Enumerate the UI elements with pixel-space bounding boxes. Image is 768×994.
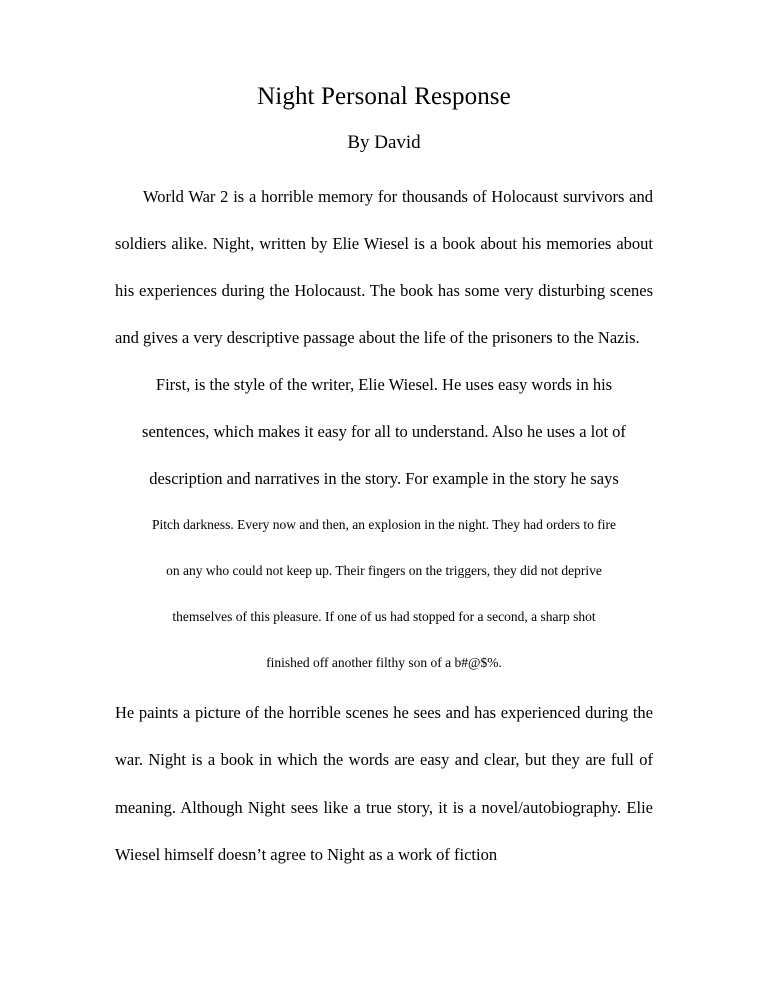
body-paragraph-2 (115, 361, 653, 502)
byline: By David (347, 132, 421, 153)
body-paragraph-3: He paints a picture of the horrible scenes he sees and has experienced during the war. Night is a book in which the words are easy and clear, but they are full of meaning. Although Night sees like a true story, it is a novel/autobiography. Elie Wiesel himself doesn’t agree to Night as a work of fiction (115, 703, 653, 864)
block-quote (115, 502, 653, 686)
paragraph-2-line-1: First, is the style of the writer, Elie Wiesel. He uses easy words in his (155, 374, 613, 394)
quote-line-4: finished off another filthy son of a b#@$%. (266, 654, 502, 670)
paragraph-2-line-2: sentences, which makes it easy for all to understand. Also he uses a lot of (142, 421, 626, 441)
quote-line-1: Pitch darkness. Every now and then, an explosion in the night. They had orders to fire (152, 516, 616, 532)
quote-line-3: themselves of this pleasure. If one of us had stopped for a second, a sharp shot (172, 608, 596, 624)
quote-line-2: on any who could not keep up. Their fingers on the triggers, they did not deprive (166, 562, 602, 578)
paragraph-2-line-3: description and narratives in the story. For example in the story he says (149, 468, 619, 488)
body-paragraph-1: World War 2 is a horrible memory for thousands of Holocaust survivors and soldiers alike. Night, written by Elie Wiesel is a book about his memories about his experiences during the Holocaust. The book has some very disturbing scenes and gives a very descriptive passage about the life of the prisoners to the Nazis. (115, 186, 653, 347)
page-title: Night Personal Response (257, 83, 511, 110)
